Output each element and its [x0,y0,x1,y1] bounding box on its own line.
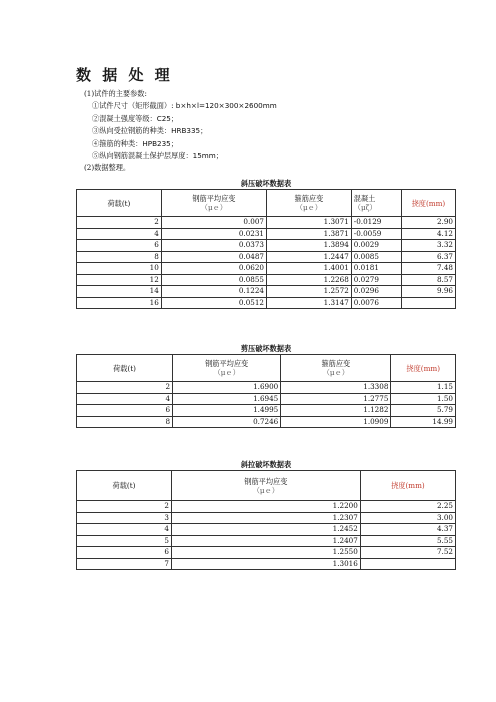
cell-deflection: 14.99 [391,416,456,428]
table-diagonal-tension [76,470,456,570]
param-rebar-value: HRB335 [171,126,201,136]
cell-steel-strain: 0.0231 [161,228,266,240]
cell-load: 8 [77,251,162,263]
param-punct: ； [215,151,223,161]
cell-load: 14 [77,286,162,298]
cell-stirrup-strain: 1.0909 [281,416,391,428]
cell-concrete-strain: -0.0059 [351,228,401,240]
cell-deflection [401,297,455,309]
cell-steel-strain: 0.0855 [161,274,266,286]
param-concrete-value: C25 [156,113,171,123]
table-row [77,393,456,405]
header-steel-strain: 钢筋平均应变 （μｅ） [173,355,281,382]
cell-load: 10 [77,263,162,275]
table1-caption: 斜压破坏数据表 [240,179,292,188]
cell-steel-strain: 0.0620 [161,263,266,275]
table-row [77,501,456,513]
cell-steel-strain: 1.2452 [171,524,360,536]
data-sorting-heading: (2)数据整理。 [84,163,131,173]
param-cover [84,150,277,162]
param-concrete-label: ②混凝土强度等级： [92,113,157,123]
header-load: 荷载(t) [77,355,173,382]
cell-deflection: 4.37 [360,524,455,536]
param-size [84,100,277,112]
param-cover-label: ⑤纵向钢筋混凝土保护层厚度： [92,151,193,161]
table-row [77,251,456,263]
cell-concrete-strain: 0.0279 [351,274,401,286]
table-row [77,535,456,547]
table-row [77,416,456,428]
table-row [77,547,456,559]
cell-stirrup-strain: 1.1282 [281,405,391,417]
cell-steel-strain: 0.007 [161,217,266,229]
cell-load: 4 [77,393,173,405]
cell-load: 16 [77,297,162,309]
param-cover-value: 15mm [192,151,216,161]
table-row [77,512,456,524]
cell-deflection: 1.50 [391,393,456,405]
table2-body [77,382,456,428]
page-title: 数 据 处 理 [76,66,173,84]
table-row [77,263,456,275]
cell-load: 2 [77,217,162,229]
cell-steel-strain: 1.6900 [173,382,281,394]
table-row [77,274,456,286]
param-concrete-grade [84,113,277,125]
table-row [77,240,456,252]
cell-steel-strain: 0.1224 [161,286,266,298]
param-stirrup-value: HPB235 [142,138,171,148]
cell-load: 2 [77,501,172,513]
cell-load: 6 [77,547,172,559]
cell-steel-strain: 1.2550 [171,547,360,559]
table-row [77,405,456,417]
cell-load: 8 [77,416,173,428]
cell-deflection [360,558,455,570]
table-row [77,524,456,536]
param-size-label: ①试件尺寸（矩形截面）: [92,101,176,111]
cell-steel-strain: 0.0373 [161,240,266,252]
cell-steel-strain: 0.0512 [161,297,266,309]
table1-body [77,217,456,309]
cell-concrete-strain: 0.0181 [351,263,401,275]
table-diagonal-compression [76,189,456,309]
table3-caption: 斜拉破坏数据表 [240,460,292,469]
cell-steel-strain: 0.0487 [161,251,266,263]
header-stirrup-strain: 箍筋应变 （μｅ） [267,190,352,217]
cell-load: 6 [77,405,173,417]
cell-deflection: 3.00 [360,512,455,524]
table-row [77,558,456,570]
specimen-parameters [84,88,277,175]
param-longitudinal-rebar [84,125,277,137]
table3-body [77,501,456,570]
cell-steel-strain: 1.2307 [171,512,360,524]
cell-stirrup-strain: 1.2268 [267,274,352,286]
cell-concrete-strain: 0.0076 [351,297,401,309]
cell-stirrup-strain: 1.3071 [267,217,352,229]
param-size-value: b×h×l=120×300×2600mm [175,101,277,111]
cell-steel-strain: 1.6945 [173,393,281,405]
header-load: 荷载(t) [77,471,172,501]
cell-concrete-strain: -0.0129 [351,217,401,229]
cell-deflection: 5.79 [391,405,456,417]
param-punct: ； [170,138,178,148]
cell-load: 12 [77,274,162,286]
cell-load: 7 [77,558,172,570]
table-shear-compression [76,354,456,428]
cell-stirrup-strain: 1.3308 [281,382,391,394]
param-stirrup [84,138,277,150]
header-deflection: 挠度(mm) [360,471,455,501]
cell-stirrup-strain: 1.2447 [267,251,352,263]
header-steel-strain: 钢筋平均应变 （μｅ） [171,471,360,501]
cell-deflection: 1.15 [391,382,456,394]
cell-load: 4 [77,228,162,240]
header-deflection: 挠度(mm) [401,190,455,217]
table-row [77,382,456,394]
cell-stirrup-strain: 1.3871 [267,228,352,240]
param-punct: ； [200,126,208,136]
cell-deflection: 7.48 [401,263,455,275]
table-row [77,228,456,240]
param-stirrup-label: ④箍筋的种类： [92,138,143,148]
params-heading: (1)试件的主要参数: [84,89,147,98]
cell-deflection: 2.25 [360,501,455,513]
cell-load: 5 [77,535,172,547]
header-deflection: 挠度(mm) [391,355,456,382]
cell-steel-strain: 1.2200 [171,501,360,513]
table-row [77,297,456,309]
cell-steel-strain: 1.3016 [171,558,360,570]
cell-deflection: 5.55 [360,535,455,547]
table-row [77,217,456,229]
cell-stirrup-strain: 1.4001 [267,263,352,275]
cell-deflection: 4.12 [401,228,455,240]
header-stirrup-strain: 箍筋应变 （μｅ） [281,355,391,382]
cell-deflection: 9.96 [401,286,455,298]
cell-deflection: 2.90 [401,217,455,229]
cell-deflection: 6.37 [401,251,455,263]
cell-deflection: 7.52 [360,547,455,559]
header-concrete: 混凝土 （μζ） [351,190,401,217]
cell-stirrup-strain: 1.2572 [267,286,352,298]
cell-concrete-strain: 0.0085 [351,251,401,263]
cell-load: 2 [77,382,173,394]
cell-stirrup-strain: 1.3894 [267,240,352,252]
cell-load: 4 [77,524,172,536]
cell-load: 3 [77,512,172,524]
cell-stirrup-strain: 1.2775 [281,393,391,405]
param-punct: ； [170,113,179,123]
cell-concrete-strain: 0.0296 [351,286,401,298]
cell-concrete-strain: 0.0029 [351,240,401,252]
cell-load: 6 [77,240,162,252]
table2-caption: 剪压破坏数据表 [240,344,292,353]
cell-deflection: 8.57 [401,274,455,286]
cell-steel-strain: 0.7246 [173,416,281,428]
table-row [77,286,456,298]
header-load: 荷载(t) [77,190,162,217]
cell-steel-strain: 1.4995 [173,405,281,417]
cell-steel-strain: 1.2407 [171,535,360,547]
header-steel-strain: 钢筋平均应变 （μｅ） [161,190,266,217]
cell-stirrup-strain: 1.3147 [267,297,352,309]
cell-deflection: 3.32 [401,240,455,252]
param-rebar-label: ③纵向受拉钢筋的种类： [92,126,172,136]
